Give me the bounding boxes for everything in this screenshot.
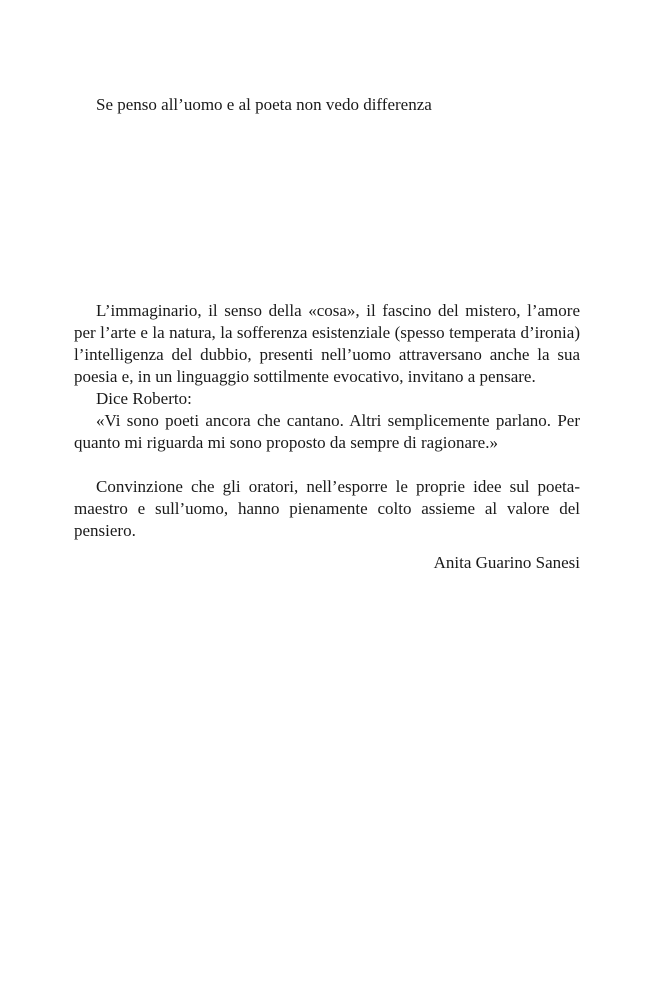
paragraph-quote: «Vi sono poeti ancora che cantano. Altri semplicemente parlano. Per quanto mi riguarda mi sono proposto da sempre di ragionare.» — [74, 411, 580, 452]
body-text — [74, 300, 580, 574]
paragraph-intro: L’immaginario, il senso della «cosa», il fascino del mistero, l’amore per l’arte e la natura, la sofferenza esistenziale (spesso temperata d’ironia) l’intelligenza del dubbio, presenti nell’uomo attraversano anche la sua poesia e, in un linguaggio sottilmente evocativo, invitano a pensare. — [74, 301, 580, 386]
paragraph-gap — [74, 454, 580, 476]
author-signature: Anita Guarino Sanesi — [433, 553, 580, 572]
paragraph-dice-roberto: Dice Roberto: — [96, 389, 192, 408]
document-page — [74, 0, 580, 998]
paragraph-conclusion: Convinzione che gli oratori, nell’esporre le proprie idee sul poeta-maestro e sull’uomo, hanno pienamente colto assieme al valore del pensiero. — [74, 477, 580, 540]
section-heading: Se penso all’uomo e al poeta non vedo differenza — [96, 95, 432, 114]
